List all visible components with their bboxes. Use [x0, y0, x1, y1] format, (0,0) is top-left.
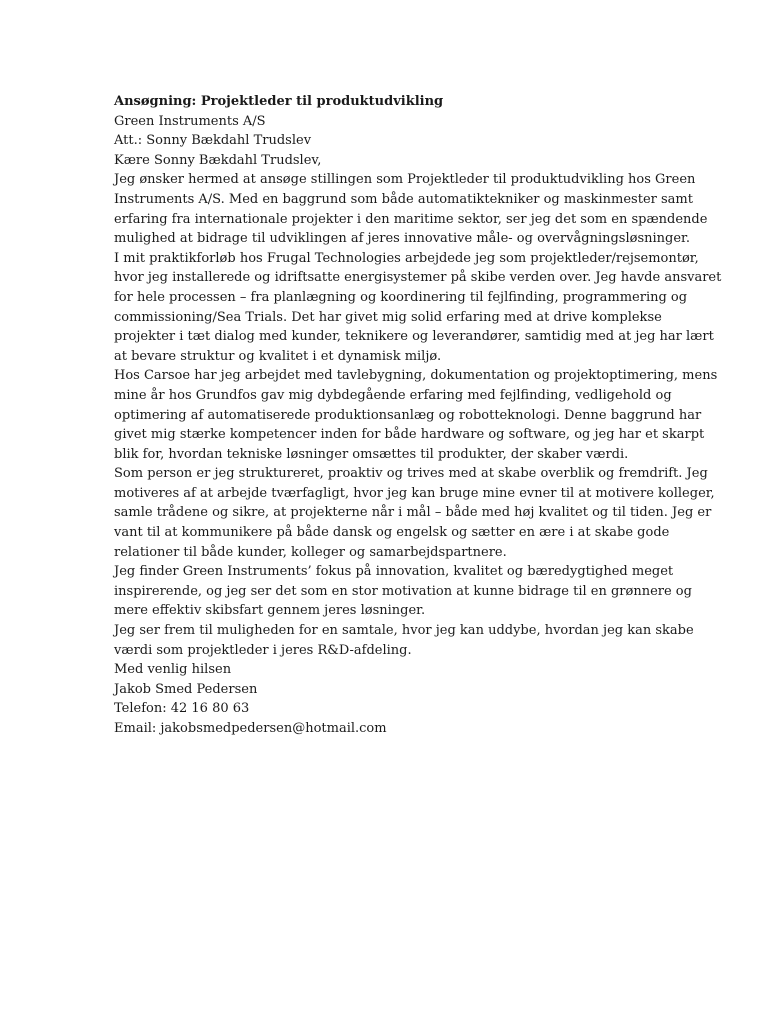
greeting: [114, 151, 654, 171]
paragraph-line: værdi som projektleder i jeres R&D-afdeling.: [114, 642, 412, 658]
paragraph-line: Instruments A/S. Med en baggrund som både automatiktekniker og maskinmester samt: [114, 191, 693, 207]
paragraph-line: Som person er jeg struktureret, proaktiv og trives med at skabe overblik og fremdrift. Jeg: [114, 466, 708, 482]
paragraph-line: motiveres af at arbejde tværfagligt, hvor jeg kan bruge mine evner til at motivere kolleger,: [114, 485, 715, 501]
signature-block: [114, 660, 654, 738]
paragraph-line: blik for, hvordan tekniske løsninger omsættes til produkter, der skaber værdi.: [114, 446, 629, 462]
company-name: Green Instruments A/S: [114, 113, 266, 129]
letter-body: [114, 92, 722, 739]
paragraph-line: samle trådene og sikre, at projekterne når i mål – både med høj kvalitet og til tiden. Jeg er: [114, 505, 712, 521]
paragraph-line: erfaring fra internationale projekter i den maritime sektor, ser jeg det som en spændende: [114, 211, 708, 227]
paragraph-background: [114, 366, 718, 464]
paragraph-line: at bevare struktur og kvalitet i et dynamisk miljø.: [114, 348, 442, 364]
paragraph-intro: [114, 170, 708, 248]
paragraph-line: commissioning/Sea Trials. Det har givet mig solid erfaring med at drive komplekse: [114, 309, 662, 325]
paragraph-line: Hos Carsoe har jeg arbejdet med tavlebygning, dokumentation og projektoptimering, mens: [114, 368, 718, 384]
letter-header: [114, 92, 654, 151]
paragraph-line: hvor jeg installerede og idriftsatte energisystemer på skibe verden over. Jeg havde ansvaret: [114, 270, 722, 286]
paragraph-experience: [114, 249, 722, 367]
paragraph-line: givet mig stærke kompetencer inden for både hardware og software, og jeg har et skarpt: [114, 427, 705, 443]
paragraph-line: vant til at kommunikere på både dansk og engelsk og sætter en ære i at skabe gode: [114, 525, 670, 541]
sender-phone: Telefon: 42 16 80 63: [114, 701, 250, 717]
sender-email: Email: jakobsmedpedersen@hotmail.com: [114, 721, 387, 736]
paragraph-personality: [114, 464, 715, 562]
paragraph-line: for hele processen – fra planlægning og koordinering til fejlfinding, programmering og: [114, 289, 688, 305]
paragraph-line: projekter i tæt dialog med kunder, teknikere og leverandører, samtidig med at jeg har lært: [114, 329, 714, 345]
paragraph-line: mere effektiv skibsfart gennem jeres løsninger.: [114, 603, 426, 619]
paragraph-line: Jeg ser frem til muligheden for en samtale, hvor jeg kan uddybe, hvordan jeg kan skabe: [114, 623, 694, 639]
paragraph-line: relationer til både kunder, kolleger og samarbejdspartnere.: [114, 544, 507, 560]
paragraph-line: Jeg finder Green Instruments’ fokus på innovation, kvalitet og bæredygtighed meget: [114, 564, 674, 580]
paragraph-line: Jeg ønsker hermed at ansøge stillingen som Projektleder til produktudvikling hos Green: [114, 172, 696, 188]
paragraph-line: inspirerende, og jeg ser det som en stor motivation at kunne bidrage til en grønnere og: [114, 583, 692, 599]
paragraph-line: mine år hos Grundfos gav mig dybdegående erfaring med fejlfinding, vedligehold og: [114, 387, 672, 403]
paragraph-motivation: [114, 562, 692, 621]
salutation: Med venlig hilsen: [114, 662, 232, 678]
sender-name: Jakob Smed Pedersen: [114, 681, 258, 697]
paragraph-line: optimering af automatiserede produktionsanlæg og robotteknologi. Denne baggrund har: [114, 407, 702, 423]
paragraph-closing: [114, 621, 694, 660]
attention-line: Att.: Sonny Bækdahl Trudslev: [114, 133, 312, 149]
subject-line: Ansøgning: Projektleder til produktudvikling: [114, 94, 444, 109]
paragraph-line: I mit praktikforløb hos Frugal Technologies arbejdede jeg som projektleder/rejsemontør,: [114, 250, 699, 266]
greeting-text: Kære Sonny Bækdahl Trudslev,: [114, 152, 322, 168]
paragraph-line: mulighed at bidrage til udviklingen af jeres innovative måle- og overvågningsløsninger.: [114, 231, 690, 247]
